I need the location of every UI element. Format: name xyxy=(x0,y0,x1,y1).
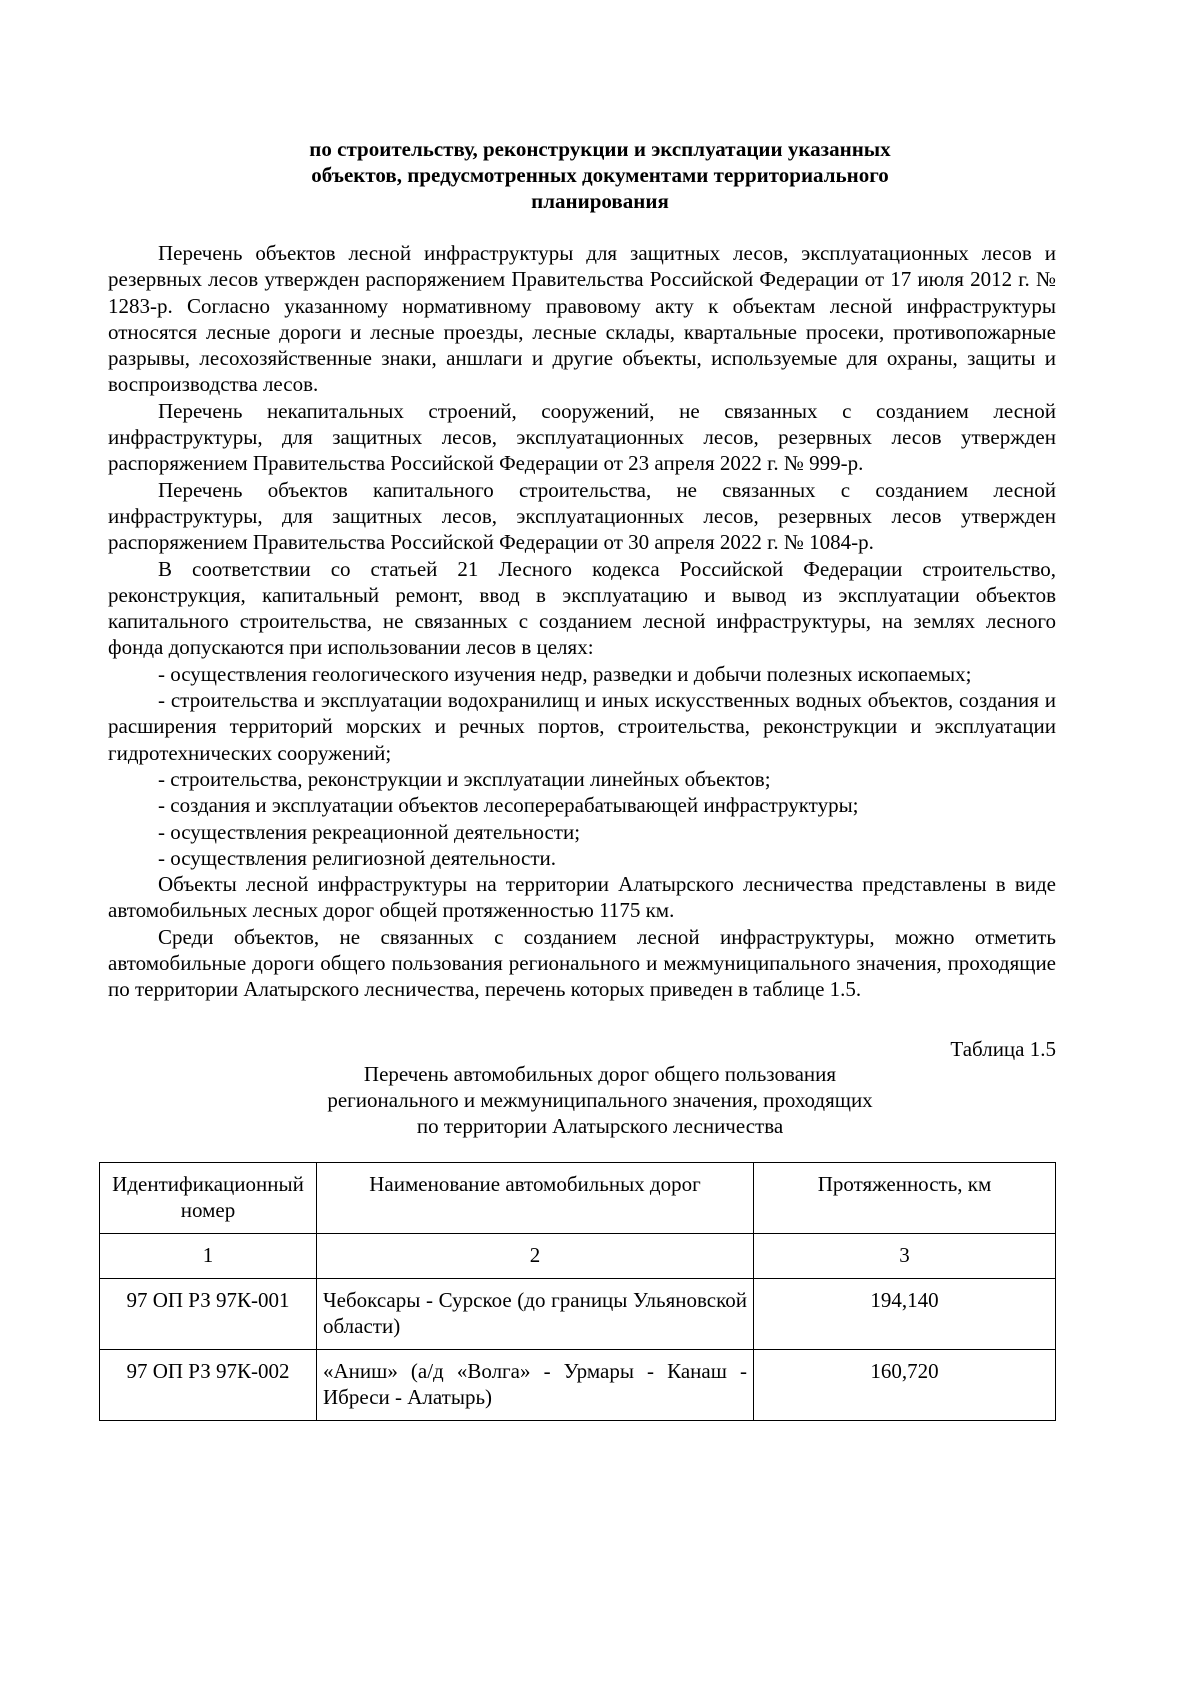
cell-id-number: 97 ОП РЗ 97К-001 xyxy=(100,1279,317,1350)
table-row xyxy=(100,1279,1056,1350)
cell-length: 160,720 xyxy=(754,1350,1056,1421)
paragraph: Среди объектов, не связанных с созданием лесной инфраструктуры, можно отметить автомобильные дороги общего пользования регионального и межмуниципального значения, проходящие по территории Алатырского лесничества, перечень которых приведен в таблице 1.5. xyxy=(108,924,1056,1002)
column-number-row xyxy=(100,1234,1056,1279)
header-road-name: Наименование автомобильных дорог xyxy=(317,1163,754,1234)
table-title-line: Перечень автомобильных дорог общего пользования xyxy=(363,1062,837,1086)
paragraph: Перечень объектов капитального строительства, не связанных с созданием лесной инфраструктуры, для защитных лесов, эксплуатационных лесов, резервных лесов утвержден распоряжением Правительства Российской Федерации от 30 апреля 2022 г. № 1084-р. xyxy=(108,477,1056,555)
heading-line: планирования xyxy=(531,189,669,213)
table-title-line: регионального и межмуниципального значения, проходящих xyxy=(327,1088,873,1112)
cell-road-name: Чебоксары - Сурское (до границы Ульяновской области) xyxy=(317,1279,754,1350)
list-item: - строительства, реконструкции и эксплуатации линейных объектов; xyxy=(158,766,771,791)
table-title-line: по территории Алатырского лесничества xyxy=(416,1114,784,1138)
body-text xyxy=(108,240,1056,1003)
table-row xyxy=(100,1350,1056,1421)
section-heading xyxy=(160,136,1040,214)
list-item: - создания и эксплуатации объектов лесоперерабатывающей инфраструктуры; xyxy=(158,793,859,818)
header-length: Протяженность, км xyxy=(754,1163,1056,1234)
cell-id-number: 97 ОП РЗ 97К-002 xyxy=(100,1350,317,1421)
column-number: 1 xyxy=(100,1234,317,1279)
table-label: Таблица 1.5 xyxy=(950,1037,1056,1061)
heading-line: по строительству, реконструкции и эксплуатации указанных xyxy=(309,137,891,161)
cell-length: 194,140 xyxy=(754,1279,1056,1350)
table-title xyxy=(160,1061,1040,1139)
column-number: 3 xyxy=(754,1234,1056,1279)
heading-line: объектов, предусмотренных документами территориального xyxy=(311,163,889,187)
header-id-number: Идентификационный номер xyxy=(100,1163,317,1234)
paragraph: Перечень некапитальных строений, сооружений, не связанных с созданием лесной инфраструктуры, для защитных лесов, эксплуатационных лесов, резервных лесов утвержден распоряжением Правительства Российской Федерации от 23 апреля 2022 г. № 999-р. xyxy=(108,398,1056,476)
list-item: - строительства и эксплуатации водохранилищ и иных искусственных водных объектов, создания и расширения территорий морских и речных портов, строительства, реконструкции и эксплуатации гидротехнических сооружений; xyxy=(108,688,1056,765)
cell-road-name: «Аниш» (а/д «Волга» - Урмары - Канаш - Ибреси - Алатырь) xyxy=(317,1350,754,1421)
paragraph: В соответствии со статьей 21 Лесного кодекса Российской Федерации строительство, реконструкция, капитальный ремонт, ввод в эксплуатацию и вывод из эксплуатации объектов капитального строительства, не связанных с созданием лесной инфраструктуры, на землях лесного фонда допускаются при использовании лесов в целях: xyxy=(108,556,1056,660)
paragraph: Объекты лесной инфраструктуры на территории Алатырского лесничества представлены в виде автомобильных лесных дорог общей протяженностью 1175 км. xyxy=(108,872,1056,923)
paragraph: Перечень объектов лесной инфраструктуры для защитных лесов, эксплуатационных лесов и резервных лесов утвержден распоряжением Правительства Российской Федерации от 17 июля 2012 г. № 1283-р. Согласно указанному нормативному правовому акту к объектам лесной инфраструктуры относятся лесные дороги и лесные проезды, лесные склады, квартальные просеки, противопожарные разрывы, лесохозяйственные знаки, аншлаги и другие объекты, используемые для охраны, защиты и воспроизводства лесов. xyxy=(108,241,1056,397)
roads-table xyxy=(99,1162,1056,1421)
list-item: - осуществления геологического изучения недр, разведки и добычи полезных ископаемых; xyxy=(158,661,972,686)
column-number: 2 xyxy=(317,1234,754,1279)
list-item: - осуществления рекреационной деятельности; xyxy=(158,819,581,844)
table-header-row xyxy=(100,1163,1056,1234)
list-item: - осуществления религиозной деятельности. xyxy=(158,845,557,870)
